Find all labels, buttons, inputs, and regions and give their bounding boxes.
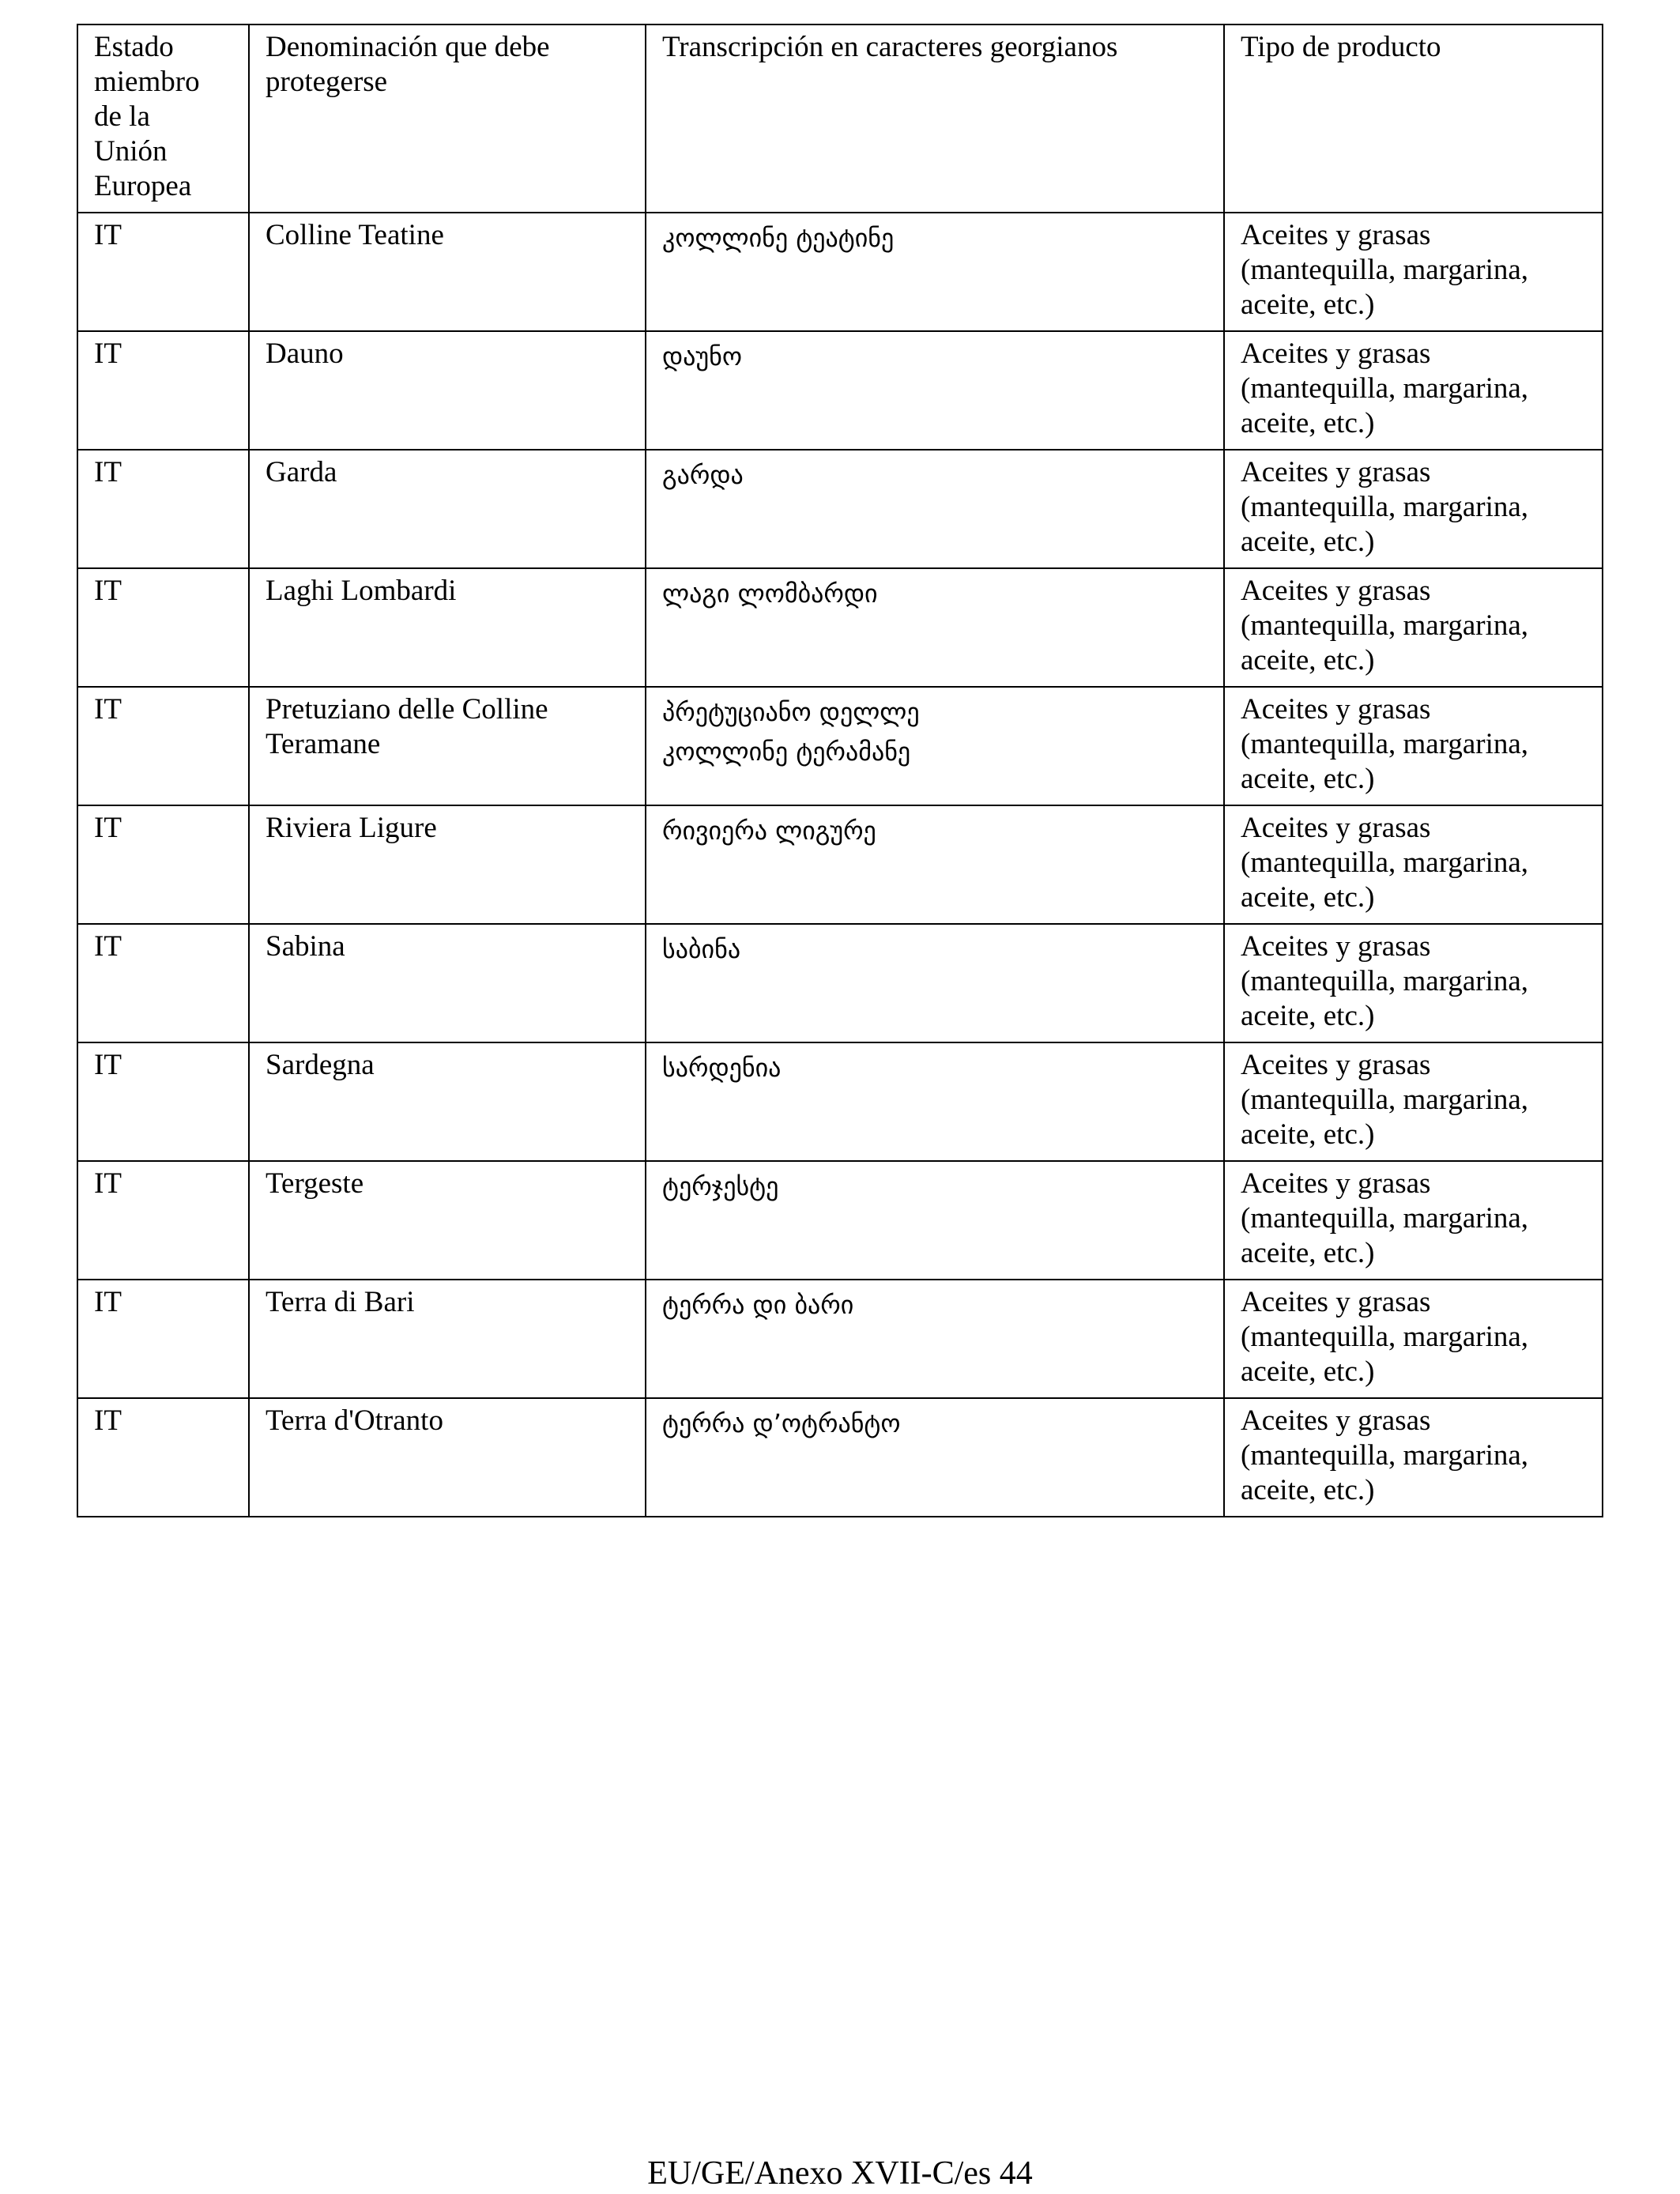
cell-name: Laghi Lombardi [249,568,646,687]
cell-name: Terra di Bari [249,1280,646,1398]
cell-name: Tergeste [249,1161,646,1280]
table-row [77,805,1603,924]
cell-transcription: კოლლინე ტეატინე [646,213,1224,331]
cell-transcription: სარდენია [646,1042,1224,1161]
header-transcription: Transcripción en caracteres georgianos [646,25,1224,213]
cell-product-type: Aceites y grasas (mantequilla, margarina, aceite, etc.) [1224,1398,1603,1517]
cell-transcription: გარდა [646,450,1224,568]
table-row [77,1398,1603,1517]
cell-name: Colline Teatine [249,213,646,331]
cell-product-type: Aceites y grasas (mantequilla, margarina, aceite, etc.) [1224,924,1603,1042]
table-row [77,687,1603,805]
cell-transcription: დაუნო [646,331,1224,450]
table-row [77,213,1603,331]
cell-name: Sardegna [249,1042,646,1161]
cell-product-type: Aceites y grasas (mantequilla, margarina, aceite, etc.) [1224,687,1603,805]
table-row [77,1161,1603,1280]
cell-member-state: IT [77,213,249,331]
table-body [77,213,1603,1517]
cell-member-state: IT [77,1398,249,1517]
table-row [77,568,1603,687]
table-header-row [77,25,1603,213]
cell-product-type: Aceites y grasas (mantequilla, margarina, aceite, etc.) [1224,213,1603,331]
cell-member-state: IT [77,924,249,1042]
cell-transcription: საბინა [646,924,1224,1042]
header-product-type: Tipo de producto [1224,25,1603,213]
table-row [77,450,1603,568]
cell-member-state: IT [77,1280,249,1398]
cell-name: Pretuziano delle Colline Teramane [249,687,646,805]
cell-transcription: ტერჯესტე [646,1161,1224,1280]
cell-name: Dauno [249,331,646,450]
geographical-indications-table [77,24,1603,1517]
cell-member-state: IT [77,1042,249,1161]
page-footer-reference: EU/GE/Anexo XVII-C/es 44 [647,2155,1033,2192]
cell-transcription: პრეტუციანო დელლე კოლლინე ტერამანე [646,687,1224,805]
cell-product-type: Aceites y grasas (mantequilla, margarina, aceite, etc.) [1224,450,1603,568]
cell-member-state: IT [77,687,249,805]
cell-transcription: რივიერა ლიგურე [646,805,1224,924]
cell-product-type: Aceites y grasas (mantequilla, margarina, aceite, etc.) [1224,1280,1603,1398]
cell-product-type: Aceites y grasas (mantequilla, margarina, aceite, etc.) [1224,1042,1603,1161]
cell-name: Riviera Ligure [249,805,646,924]
table-row [77,331,1603,450]
cell-member-state: IT [77,1161,249,1280]
cell-transcription: ტერრა დ’ოტრანტო [646,1398,1224,1517]
table-row [77,1042,1603,1161]
cell-member-state: IT [77,450,249,568]
table-row [77,1280,1603,1398]
table-row [77,924,1603,1042]
cell-member-state: IT [77,568,249,687]
cell-product-type: Aceites y grasas (mantequilla, margarina, aceite, etc.) [1224,568,1603,687]
header-name: Denominación que debe protegerse [249,25,646,213]
cell-member-state: IT [77,331,249,450]
cell-name: Terra d'Otranto [249,1398,646,1517]
cell-member-state: IT [77,805,249,924]
table-header [77,25,1603,213]
cell-product-type: Aceites y grasas (mantequilla, margarina, aceite, etc.) [1224,805,1603,924]
cell-transcription: ტერრა დი ბარი [646,1280,1224,1398]
cell-name: Garda [249,450,646,568]
cell-product-type: Aceites y grasas (mantequilla, margarina, aceite, etc.) [1224,1161,1603,1280]
header-member-state: Estado miembro de la Unión Europea [77,25,249,213]
cell-name: Sabina [249,924,646,1042]
cell-transcription: ლაგი ლომბარდი [646,568,1224,687]
cell-product-type: Aceites y grasas (mantequilla, margarina, aceite, etc.) [1224,331,1603,450]
